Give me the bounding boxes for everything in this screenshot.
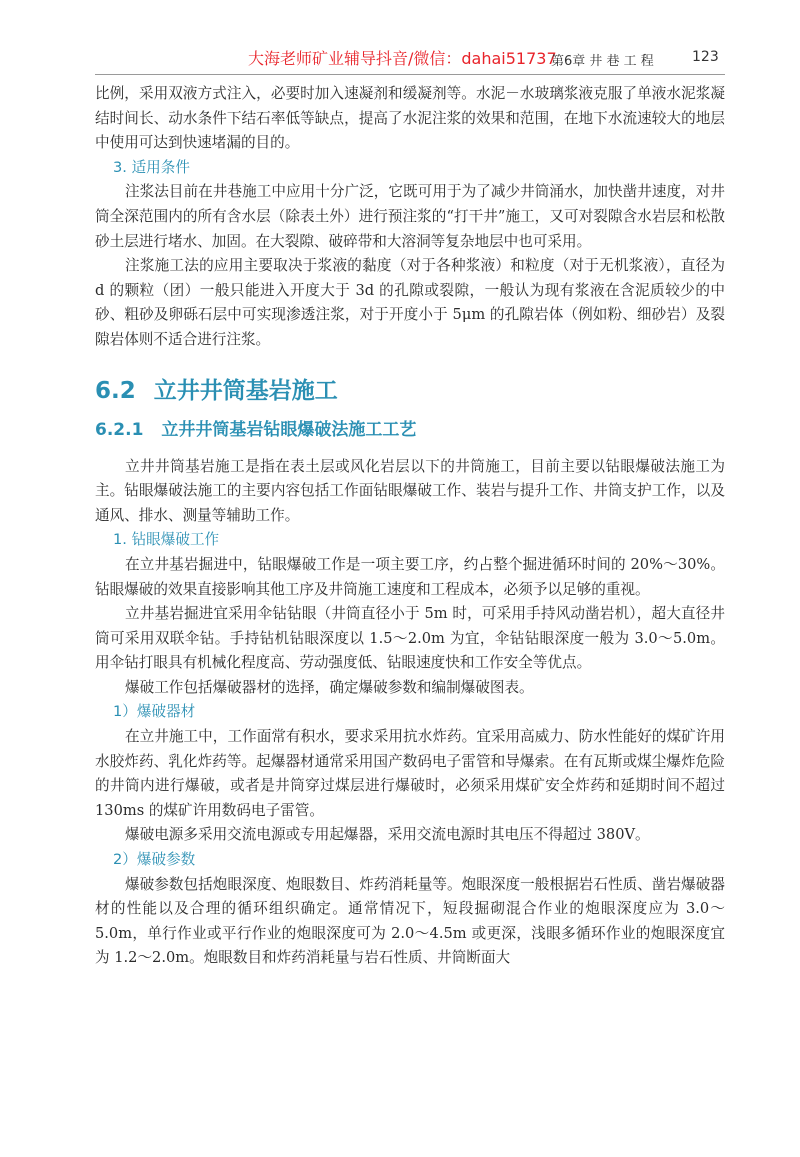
paragraph-drilling-1: 在立井基岩掘进中，钻眼爆破工作是一项主要工序，约占整个掘进循环时间的 20%～30%。钻眼爆破的效果直接影响其他工序及井筒施工速度和工程成本，必须予以足够的重视。 xyxy=(95,555,725,598)
heading-drilling-blasting: 1. 钻眼爆破工作 xyxy=(113,531,220,549)
paragraph-applicability-2: 注浆施工法的应用主要取决于浆液的黏度（对于各种浆液）和粒度（对于无机浆液），直径为 d 的颗粒（团）一般只能进入开度大于 3d 的孔隙或裂隙，一般认为现有浆液在含泥质较少的中砂、粗砂及卵砾石层中可实现渗透注浆，对于开度小于 5μm 的孔隙岩体（例如粉、细砂岩）及裂隙岩体则不适合进行注浆。 xyxy=(95,257,725,348)
subsection-heading xyxy=(95,413,725,447)
paragraph-continued: 比例，采用双液方式注入，必要时加入速凝剂和缓凝剂等。水泥－水玻璃浆液克服了单液水泥浆凝结时间长、动水条件下结石率低等缺点，提高了水泥注浆的效果和范围，在地下水流速较大的地层中使用可达到快速堵漏的目的。 xyxy=(95,85,725,152)
paragraph-intro: 立井井筒基岩施工是指在表土层或风化岩层以下的井筒施工，目前主要以钻眼爆破法施工为主。钻眼爆破法施工的主要内容包括工作面钻眼爆破工作、装岩与提升工作、井筒支护工作，以及通风、排水、测量等辅助工作。 xyxy=(95,457,725,524)
header-divider xyxy=(95,74,725,75)
page-body xyxy=(95,82,725,971)
subsection-title: 立井井筒基岩钻眼爆破法施工工艺 xyxy=(161,419,417,440)
paragraph-materials-2: 爆破电源多采用交流电源或专用起爆器，采用交流电源时其电压不得超过 380V。 xyxy=(125,826,650,844)
chapter-label: 第6章 井 巷 工 程 xyxy=(551,54,654,69)
page-header xyxy=(0,42,800,82)
paragraph-applicability-1: 注浆法目前在井巷施工中应用十分广泛，它既可用于为了减少井筒涌水，加快凿井速度，对井筒全深范围内的所有含水层（除表土外）进行预注浆的“打干井”施工，又可对裂隙含水岩层和松散砂土层进行堵水、加固。在大裂隙、破碎带和大溶洞等复杂地层中也可采用。 xyxy=(95,183,725,250)
spacer xyxy=(95,447,725,455)
paragraph-drilling-2: 立井基岩掘进宜采用伞钻钻眼（井筒直径小于 5m 时，可采用手持风动凿岩机），超大直径井筒可采用双联伞钻。手持钻机钻眼深度以 1.5～2.0m 为宜，伞钻钻眼深度一般为 3.0～5.0m。用伞钻打眼具有机械化程度高、劳动强度低、钻眼速度快和工作安全等优点。 xyxy=(95,605,725,672)
subsection-heading-applicability: 3. 适用条件 xyxy=(113,158,190,176)
section-title: 立井井筒基岩施工 xyxy=(153,377,338,404)
paragraph-drilling-3: 爆破工作包括爆破器材的选择，确定爆破参数和编制爆破图表。 xyxy=(125,678,534,696)
spacer xyxy=(95,353,725,369)
subsection-number: 6.2.1 xyxy=(95,419,144,440)
heading-blasting-materials: 1）爆破器材 xyxy=(113,703,196,721)
paragraph-materials-1: 在立井施工中，工作面常有积水，要求采用抗水炸药。宜采用高威力、防水性能好的煤矿许用水胶炸药、乳化炸药等。起爆器材通常采用国产数码电子雷管和导爆索。在有瓦斯或煤尘爆炸危险的井筒内进行爆破，或者是井筒穿过煤层进行爆破时，必须采用煤矿安全炸药和延期时间不超过 130ms 的煤矿许用数码电子雷管。 xyxy=(95,728,725,819)
section-heading xyxy=(95,369,725,413)
watermark-text: 大海老师矿业辅导抖音/微信：dahai51737 xyxy=(248,49,557,68)
page-number: 123 xyxy=(692,49,719,65)
section-number: 6.2 xyxy=(95,377,136,404)
paragraph-parameters: 爆破参数包括炮眼深度、炮眼数目、炸药消耗量等。炮眼深度一般根据岩石性质、凿岩爆破器材的性能以及合理的循环组织确定。通常情况下，短段掘砌混合作业的炮眼深度应为 3.0～5.0m，单行作业或平行作业的炮眼深度可为 2.0～4.5m 或更深，浅眼多循环作业的炮眼深度宜为 1.2～2.0m。炮眼数目和炸药消耗量与岩石性质、井筒断面大 xyxy=(95,875,725,967)
heading-blasting-parameters: 2）爆破参数 xyxy=(113,851,196,869)
